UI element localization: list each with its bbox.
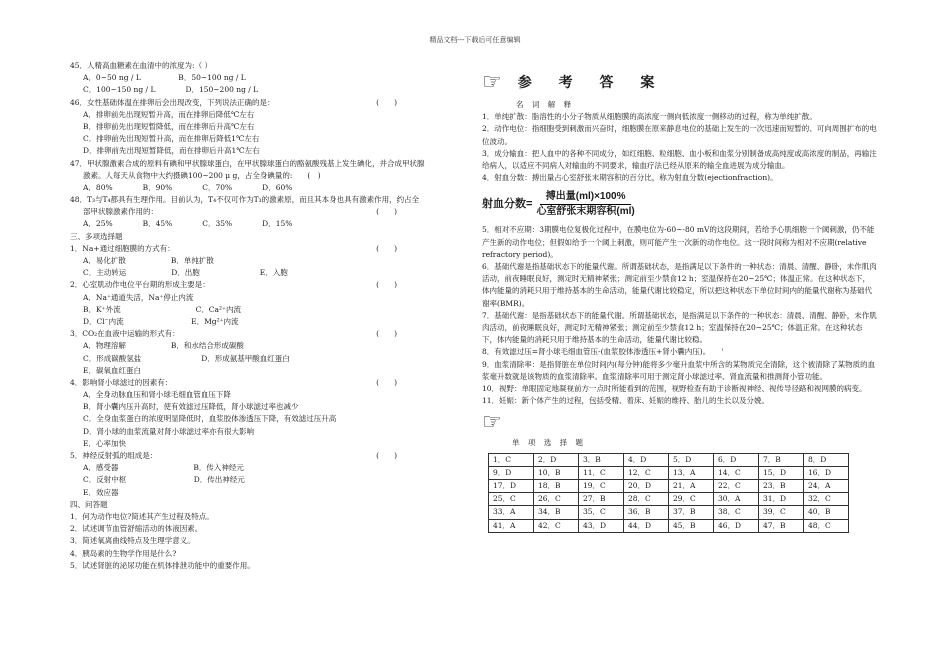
question-text: 46．女性基础体温在排卵后会出现改变，下列说法正确的是：: [70, 97, 275, 107]
question-text: A．Na⁺通道失活，Na⁺停止内流: [83, 292, 194, 302]
formula-label: 射血分数=: [482, 198, 533, 211]
answer-parenthesis: ( ): [376, 377, 397, 387]
formula-denominator: 心室舒张末期容积(ml): [536, 205, 635, 217]
question-line: [70, 170, 455, 182]
answer-cell: 6．D: [714, 453, 759, 466]
definition-paragraph: 11．妊娠：新个体产生的过程，包括受精、着床、妊娠的维持、胎儿的生长以及分娩。: [482, 396, 770, 406]
answer-cell: 27．B: [579, 493, 624, 506]
question-line: [70, 328, 455, 340]
answer-cell: 35．C: [579, 506, 624, 519]
question-line: [70, 450, 455, 462]
answer-cell: 42．C: [534, 519, 579, 532]
question-text: A．感受器 B．传入神经元: [83, 463, 244, 473]
question-text: B．肾小囊内压升高时，使有效滤过压降低，肾小球滤过率也减少: [83, 402, 299, 412]
question-line: [70, 145, 455, 157]
answer-cell: 34．B: [534, 506, 579, 519]
question-text: A．0~50 ng / L B．50~100 ng / L: [83, 73, 246, 83]
answer-cell: 16．D: [804, 466, 849, 479]
question-line: [70, 438, 455, 450]
answer-cell: 11．C: [579, 466, 624, 479]
definition-paragraph: 8．有效滤过压=肾小球毛细血管压-(血浆胶体渗透压+肾小囊内压)。 ': [482, 347, 724, 357]
question-line: [70, 133, 455, 145]
question-line: [70, 60, 455, 72]
answer-cell: 40．B: [804, 506, 849, 519]
definition-paragraph: 3．成分输血：把人血中的各种不同成分，如红细胞、粒细胞、血小板和血浆分别制备成高纯度或高浓度的制品，再输注给病人，以适应不同病人对输血的不同要求，输血疗法已经从原来的输全血进展为成分输血。: [482, 148, 877, 171]
answer-cell: 28．C: [624, 493, 669, 506]
answer-cell: 39．C: [759, 506, 804, 519]
question-line: [70, 84, 455, 96]
question-text: C．排卵前先出现短暂升高，而在排卵后降低1℃左右: [83, 134, 260, 144]
formula-numerator: 搏出量(ml)×100%: [540, 191, 632, 205]
question-line: [70, 72, 455, 84]
question-text: 2．试述调节血管舒缩活动的体液因素。: [70, 524, 203, 534]
definition-paragraph: 4．射血分数：搏出量占心室舒张末期容积的百分比，称为射血分数(ejectionfraction)。: [482, 173, 778, 183]
table-row: [489, 480, 849, 493]
answer-cell: 32．C: [804, 493, 849, 506]
question-text: C．反射中枢 D．传出神经元: [83, 475, 245, 485]
question-line: [70, 158, 455, 170]
answer-cell: 45．B: [669, 519, 714, 532]
definition-paragraph: 7．基础代谢：是指基础状态下的能量代谢。所谓基础状态，是指满足以下条件的一种状态：清晨、清醒、静卧，未作肌肉活动，前夜睡眠良好，测定时无精神紧张；测定前至少禁食12 h；室温保持在20~25℃；体温正常。在这种状态下，体内能量的消耗只用于维持基本的生命活动，能量代谢比较稳。: [482, 310, 877, 345]
question-text: 2．心室肌动作电位平台期的形成主要是：: [70, 280, 210, 290]
question-line: [70, 560, 455, 572]
answer-cell: 12．C: [624, 466, 669, 479]
question-line: [70, 487, 455, 499]
answer-cell: 15．D: [759, 466, 804, 479]
section-subtitle: 名 词 解 释: [516, 100, 575, 109]
question-text: 部甲状腺激素作用的：: [83, 207, 158, 217]
answer-cell: 24．A: [804, 480, 849, 493]
answer-cell: 8．D: [804, 453, 849, 466]
question-text: 三、多项选择题: [70, 231, 123, 241]
definition-paragraph: 5．相对不应期：3期膜电位复极化过程中，在膜电位为-60~-80 mV的这段期间，若给予心肌细胞一个阈刺激，仍不能产生新的动作电位；但假如给予一个阈上刺激，则可能产生一次新的动作电位。这一段时间称为相对不应期(relative refractory period)。: [482, 225, 875, 259]
answer-cell: 48．C: [804, 519, 849, 532]
answer-cell: 37．B: [669, 506, 714, 519]
answer-cell: 46．D: [714, 519, 759, 532]
definition-paragraph: 2．动作电位：指细胞受到刺激而兴奋时，细胞膜在原来静息电位的基础上发生的一次迅速而短暂的、可向周围扩布的电位波动。: [482, 124, 877, 146]
question-text: C．全身血浆蛋白的浓度明显降低时，血浆胶体渗透压下降，有效滤过压升高: [83, 414, 337, 424]
answer-cell: 14．C: [714, 466, 759, 479]
page-header: 精品文档---下载后可任意编辑: [429, 36, 521, 44]
question-text: C．100~150 ng / L D．150~200 ng / L: [83, 85, 259, 95]
question-text: 4．胰岛素的生物学作用是什么?: [70, 548, 177, 558]
question-text: 1．Na+通过细胞膜的方式有：: [70, 243, 175, 253]
definitions-top: [482, 111, 877, 184]
answer-cell: 20．D: [624, 480, 669, 493]
question-line: [70, 182, 455, 194]
question-line: [70, 353, 455, 365]
question-text: 激素。人每天从食物中大约摄碘100~200 μ g，占全身碘量的: ( ): [83, 170, 321, 180]
answer-title-row: [482, 70, 877, 96]
question-text: 3．CO₂在血液中运输的形式有：: [70, 329, 180, 339]
answer-cell: 4．D: [624, 453, 669, 466]
question-line: [70, 267, 455, 279]
answer-parenthesis: ( ): [376, 451, 397, 460]
answer-cell: 47．B: [759, 519, 804, 532]
ejection-fraction-formula: [482, 186, 877, 222]
answer-parenthesis: ( ): [376, 243, 397, 253]
question-line: [70, 243, 455, 255]
question-line: [70, 109, 455, 121]
answer-cell: 33．A: [489, 506, 534, 519]
answer-cell: 25．C: [489, 493, 534, 506]
table-row: [489, 493, 849, 506]
question-text: B．排卵前先出现短暂降低，而在排卵后升高℃左右: [83, 121, 255, 131]
question-text: E．效应器: [83, 487, 119, 497]
definition-paragraph: 10．视野：单眼固定地凝视前方一点时所能看到的范围，视野检查有助于诊断视神经、视传导径路和视网膜的病变。: [482, 384, 867, 394]
choice-section-marker: [482, 410, 877, 436]
answer-cell: 7．B: [759, 453, 804, 466]
question-line: [70, 194, 455, 206]
question-line: [70, 231, 455, 243]
answer-cell: 30．A: [714, 493, 759, 506]
question-line: [70, 462, 455, 474]
definitions-bottom: [482, 224, 877, 407]
answer-cell: 17．D: [489, 480, 534, 493]
question-text: 4．影响肾小球滤过的因素有：: [70, 377, 173, 387]
question-text: A．易化扩散 B．单纯扩散: [83, 256, 214, 265]
answer-table: [488, 453, 849, 533]
question-line: [70, 499, 455, 511]
left-column: [70, 60, 455, 572]
answer-cell: 5．D: [669, 453, 714, 466]
right-column: [482, 70, 877, 533]
formula-fraction: [536, 191, 634, 218]
answer-cell: 41．A: [489, 519, 534, 532]
question-line: [70, 511, 455, 523]
question-line: [70, 535, 455, 547]
question-line: [70, 389, 455, 401]
question-text: C．主动转运 D．出胞 E．入胞: [83, 268, 288, 278]
pointing-hand-icon: ☞: [482, 70, 502, 95]
answer-cell: 38．C: [714, 506, 759, 519]
question-line: [70, 474, 455, 486]
question-line: [70, 340, 455, 352]
table-row: [489, 466, 849, 479]
question-text: A．全身动脉血压和肾小球毛细血管血压下降: [83, 390, 231, 400]
question-text: 3．简述氧离曲线特点及生理学意义。: [70, 536, 195, 546]
answer-parenthesis: ( ): [376, 329, 397, 339]
question-text: 四、问答题: [70, 499, 108, 509]
question-line: [70, 548, 455, 560]
answer-cell: 22．C: [714, 480, 759, 493]
answer-cell: 3．B: [579, 453, 624, 466]
answer-title: 参 考 答 案: [517, 74, 666, 91]
answer-parenthesis: ( ): [376, 207, 397, 217]
answer-cell: 2．D: [534, 453, 579, 466]
question-text: 48．T₃与T₄都具有生理作用。目前认为，T₄不仅可作为T₃的激素原，而且其本身也具有激素作用，约占全: [70, 195, 420, 205]
question-line: [70, 377, 455, 389]
table-row: [489, 506, 849, 519]
answer-cell: 31．D: [759, 493, 804, 506]
question-line: [70, 292, 455, 304]
question-text: 47．甲状腺激素合成的原料有碘和甲状腺球蛋白，在甲状腺球蛋白的酪氨酸残基上发生碘化，并合成甲状腺: [70, 158, 425, 168]
question-line: [70, 426, 455, 438]
question-line: [70, 304, 455, 316]
answer-cell: 10．B: [534, 466, 579, 479]
question-text: 1．何为动作电位?简述其产生过程及特点。: [70, 511, 214, 521]
table-row: [489, 453, 849, 466]
question-line: [70, 206, 455, 218]
question-text: A．25% B．45% C．35% D．15%: [83, 219, 293, 229]
choice-section-title: 单 项 选 择 题: [512, 438, 587, 448]
question-line: [70, 255, 455, 267]
answer-parenthesis: ( ): [376, 97, 397, 107]
question-text: D．Cl⁻内流 E．Mg²⁺内流: [83, 316, 239, 326]
answer-cell: 13．A: [669, 466, 714, 479]
question-line: [70, 97, 455, 109]
question-text: D．肾小球的血浆流量对肾小球滤过率亦有很大影响: [83, 426, 255, 436]
question-line: [70, 523, 455, 535]
table-row: [489, 519, 849, 532]
question-text: 45．人精高血糖素在血清中的浓度为:（ ）: [70, 61, 212, 70]
answer-parenthesis: ( ): [376, 280, 397, 290]
question-text: C．形成碳酸氢盐 D．形成氨基甲酸血红蛋白: [83, 353, 290, 363]
question-line: [70, 279, 455, 291]
question-text: D．排卵前先出现短暂降低，而在排卵后升高1℃左右: [83, 146, 260, 156]
question-line: [70, 121, 455, 133]
question-line: [70, 413, 455, 425]
answer-cell: 1．C: [489, 453, 534, 466]
definition-paragraph: 6．基础代谢是指基础状态下的能量代谢。所谓基础状态，是指满足以下条件的一种状态：清晨、清醒、静卧，未作肌肉活动，前夜睡眠良好，测定时无精神紧张；测定前至少禁食12 h；室温保持在20~25℃；体温正常。在这种状态下，体内能量的消耗只用于维持基本的生命活动，能量代谢比较稳定，所以把这种状态下单位时间内的能量代谢称为基础代谢率(BMR)。: [482, 262, 877, 308]
definition-paragraph: 9．血浆清除率：是指肾脏在单位时间内(每分钟)能将多少毫升血浆中所含的某物质完全清除，这个被清除了某物质的血浆毫升数就是该物质的血浆清除率。血浆清除率可用于测定肾小球滤过率、肾血流量和推测肾小管功能。: [482, 359, 876, 381]
question-line: [70, 316, 455, 328]
question-line: [70, 365, 455, 377]
question-text: 5．神经反射弧的组成是：: [70, 451, 158, 460]
answer-cell: 23．B: [759, 480, 804, 493]
question-text: B．K⁺外流 C．Ca²⁺内流: [83, 304, 241, 314]
answer-cell: 19．C: [579, 480, 624, 493]
answer-cell: 26．C: [534, 493, 579, 506]
pointing-hand-icon: ☞: [482, 410, 502, 436]
answer-cell: 9．D: [489, 466, 534, 479]
answer-cell: 21．A: [669, 480, 714, 493]
question-text: E．碳氧血红蛋白: [83, 365, 141, 375]
definition-paragraph: 1．单纯扩散：脂溶性的小分子物质从细胞膜的高浓度一侧向低浓度一侧移动的过程，称为单纯扩散。: [482, 112, 817, 122]
question-text: A．80% B．90% C．70% D．60%: [83, 182, 293, 192]
answer-cell: 36．B: [624, 506, 669, 519]
question-text: A．物理溶解 B．和水结合形成碳酸: [83, 341, 244, 351]
answer-cell: 29．C: [669, 493, 714, 506]
question-line: [70, 401, 455, 413]
question-line: [70, 218, 455, 230]
answer-cell: 18．B: [534, 480, 579, 493]
question-text: 5．试述肾脏的泌尿功能在机体排泄功能中的重要作用。: [70, 560, 255, 570]
answer-cell: 44．D: [624, 519, 669, 532]
question-text: A．排卵前先出现短暂升高，而在排卵后降低℃左右: [83, 109, 255, 119]
question-text: E．心率加快: [83, 438, 126, 448]
answer-cell: 43．D: [579, 519, 624, 532]
